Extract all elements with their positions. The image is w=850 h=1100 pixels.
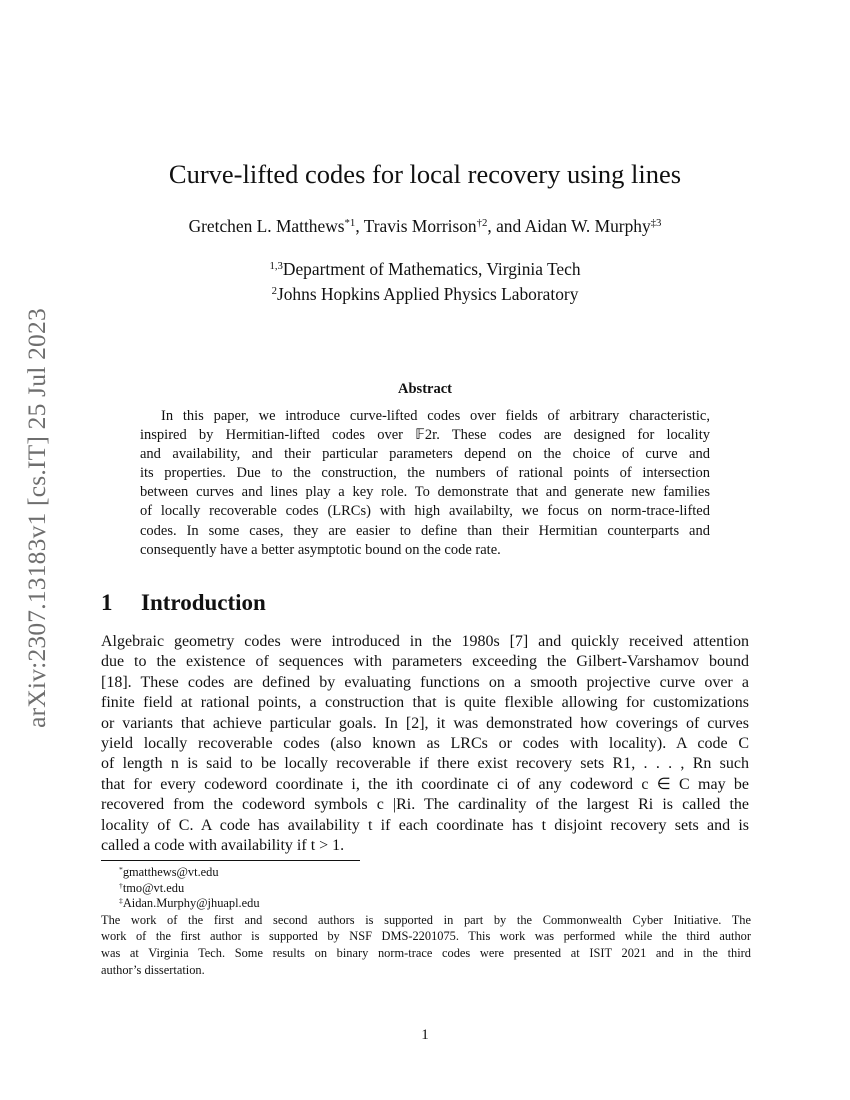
- body-line: that for every codeword coordinate i, the ith coordinate ci of any codeword c ∈ C may be: [101, 775, 749, 793]
- abstract-line: and availability, and their particular parameters depend on the choice of curve and: [140, 446, 710, 463]
- section-number: 1: [101, 590, 113, 615]
- section-title: Introduction: [141, 590, 266, 615]
- abstract-line: codes. In some cases, they are easier to define than their Hermitian counterparts and: [140, 522, 710, 539]
- acknowledgment-line: author’s dissertation.: [101, 962, 205, 977]
- footnote: [101, 895, 751, 911]
- author-mark: *1: [344, 217, 356, 230]
- abstract-line: between curves and lines play a key role. To demonstrate that and generate new families: [140, 484, 710, 501]
- footnote-mark: ‡: [119, 895, 123, 905]
- body-line: called a code with availability if t > 1.: [101, 836, 345, 854]
- footnote: [101, 880, 751, 896]
- abstract-body: [140, 407, 710, 560]
- footnotes: [101, 864, 751, 978]
- abstract-line: consequently have a better asymptotic bound on the code rate.: [140, 541, 501, 558]
- author-name: Travis Morrison: [363, 216, 477, 236]
- acknowledgment: [101, 912, 751, 978]
- acknowledgment-line: work of the first author is supported by NSF DMS-2201075. This work was performed while the third author: [101, 929, 751, 944]
- body-line: [18]. These codes are defined by evaluating functions on a smooth projective curve over a: [101, 673, 749, 691]
- body-line: due to the existence of sequences with parameters exceeding the Gilbert-Varshamov bound: [101, 653, 749, 671]
- body-line: of length n is said to be locally recoverable if there exist recovery sets R1, . . . , Rn such: [101, 755, 749, 773]
- body-line: Algebraic geometry codes were introduced in the 1980s [7] and quickly received attention: [101, 633, 749, 650]
- acknowledgment-line: was at Virginia Tech. Some results on binary norm-trace codes were presented at ISIT 2021 and in the third: [101, 945, 751, 960]
- abstract-line: of locally recoverable codes (LRCs) with high availabilty, we focus on norm-trace-lifted: [140, 503, 710, 520]
- body-line: yield locally recoverable codes (also known as LRCs or codes with locality). A code C: [101, 734, 749, 752]
- footnote-divider: [101, 860, 360, 861]
- arxiv-identifier-stamp: arXiv:2307.13183v1 [cs.IT] 25 Jul 2023: [22, 308, 51, 728]
- abstract-line: its properties. Due to the construction, the numbers of rational points of intersection: [140, 465, 710, 482]
- affiliation-mark: 2: [271, 285, 277, 298]
- author-list: [100, 213, 750, 239]
- author-name: Aidan W. Murphy: [524, 216, 651, 236]
- introduction-body: [101, 632, 749, 856]
- footnote-email: gmatthews@vt.edu: [122, 865, 219, 879]
- body-line: or variants that achieve particular goals. In [2], it was demonstrated how coverings of curves: [101, 714, 749, 732]
- affiliation: [100, 256, 750, 282]
- section-heading: [101, 588, 266, 618]
- affiliation-text: Department of Mathematics, Virginia Tech: [282, 259, 581, 279]
- author-mark: †2: [476, 217, 488, 230]
- author-name: Gretchen L. Matthews: [188, 216, 345, 236]
- abstract-line: In this paper, we introduce curve-lifted codes over fields of arbitrary characteristic,: [161, 408, 710, 424]
- author-separator: , and: [487, 216, 525, 236]
- footnote-email: tmo@vt.edu: [122, 880, 185, 895]
- affiliation-text: Johns Hopkins Applied Physics Laboratory: [276, 284, 579, 304]
- footnote-mark: *: [119, 864, 123, 874]
- affiliation: [100, 281, 750, 307]
- page-number: 1: [421, 1027, 429, 1043]
- acknowledgment-line: The work of the first and second authors is supported in part by the Commonwealth Cyber Initiative. The: [101, 912, 751, 927]
- affiliation-mark: 1,3: [269, 260, 283, 273]
- body-line: recovered from the codeword symbols c |Ri. The cardinality of the largest Ri is called the: [101, 796, 749, 814]
- footnote-mark: †: [119, 880, 123, 890]
- author-mark: ‡3: [650, 217, 662, 230]
- abstract-line: inspired by Hermitian-lifted codes over 𝔽2r. These codes are designed for locality: [140, 427, 710, 444]
- footnote-email: Aidan.Murphy@jhuapl.edu: [122, 896, 260, 911]
- author-separator: ,: [355, 216, 364, 236]
- body-line: locality of C. A code has availability t if each coordinate has t disjoint recovery sets and is: [101, 816, 749, 834]
- footnote: [101, 864, 751, 880]
- abstract-heading: Abstract: [398, 381, 452, 397]
- body-line: finite field at rational points, a construction that is quite flexible allowing for customizations: [101, 694, 749, 712]
- paper-title: Curve-lifted codes for local recovery using lines: [168, 159, 682, 189]
